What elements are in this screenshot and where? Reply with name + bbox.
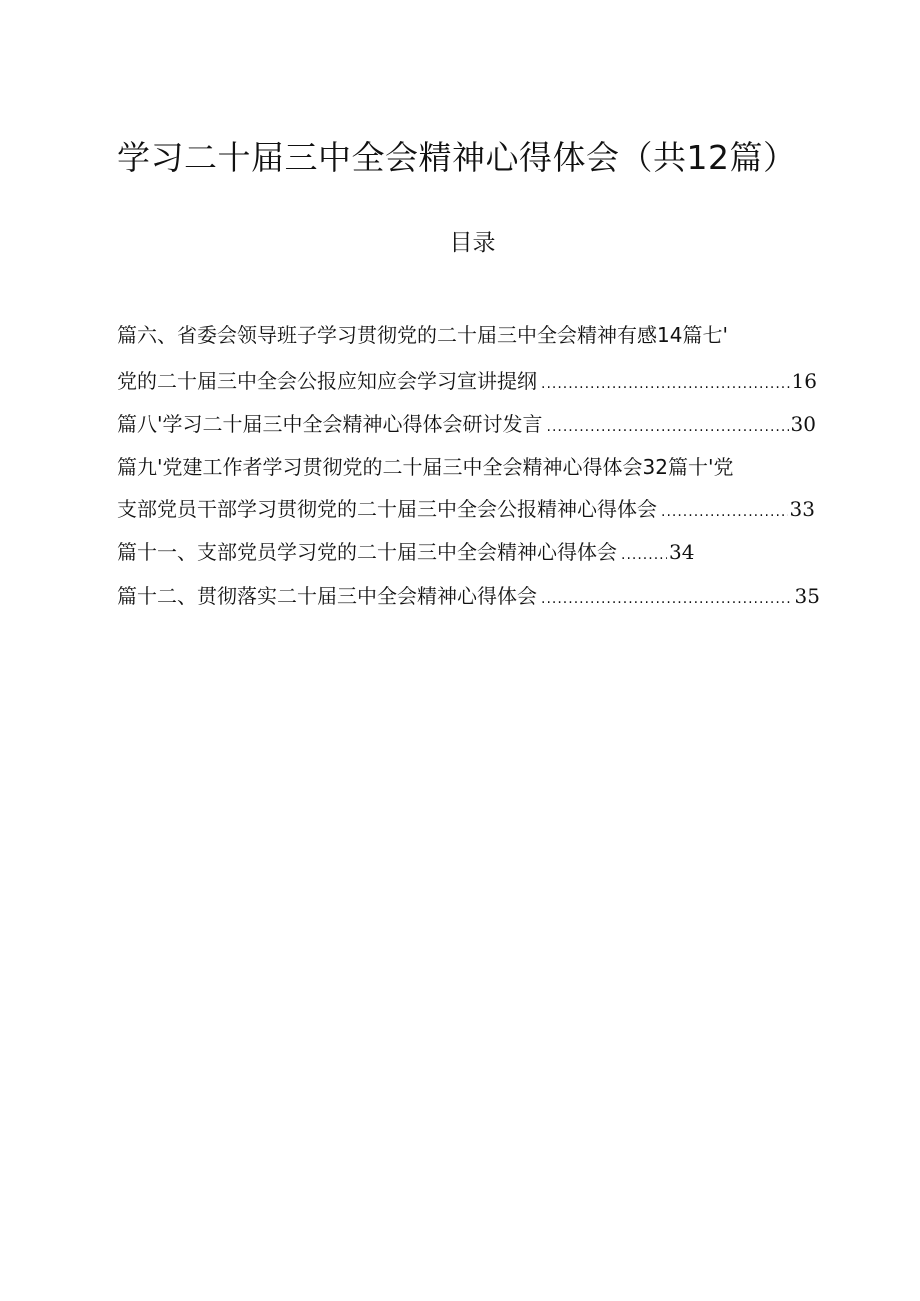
toc-line-text: 篇九'党建工作者学习贯彻党的二十届三中全会精神心得体会32篇十'党 bbox=[117, 455, 734, 479]
toc-line-text: 支部党员干部学习贯彻党的二十届三中全会公报精神心得体会 bbox=[117, 497, 657, 521]
toc-line-text: 篇十一、支部党员学习党的二十届三中全会精神心得体会 bbox=[117, 540, 617, 564]
toc-page-number: 30 bbox=[790, 412, 816, 436]
toc-line bbox=[117, 320, 837, 350]
toc-heading: 目录 bbox=[449, 230, 496, 256]
toc-line bbox=[117, 581, 820, 614]
toc-line-text: 篇六、省委会领导班子学习贯彻党的二十届三中全会精神有感14篇七' bbox=[117, 323, 728, 347]
toc-line bbox=[117, 366, 817, 399]
toc-leader-dots bbox=[541, 584, 793, 614]
toc-leader-dots bbox=[547, 412, 789, 442]
toc-leader-dots bbox=[661, 497, 788, 527]
toc-line bbox=[117, 494, 815, 527]
toc-line bbox=[117, 452, 837, 482]
document-title: 学习二十届三中全会精神心得体会（共12篇） bbox=[117, 138, 797, 177]
toc-page-number: 16 bbox=[791, 369, 817, 393]
toc-line bbox=[117, 537, 837, 570]
toc-line-text: 篇十二、贯彻落实二十届三中全会精神心得体会 bbox=[117, 584, 537, 608]
toc-page-number: 33 bbox=[789, 497, 815, 521]
toc-line-text: 党的二十届三中全会公报应知应会学习宣讲提纲 bbox=[117, 369, 537, 393]
toc-line bbox=[117, 409, 816, 442]
toc-leader-dots bbox=[541, 369, 790, 399]
toc-page-number: 34 bbox=[669, 540, 695, 564]
toc-leader-dots bbox=[621, 540, 667, 570]
toc-page-number: 35 bbox=[794, 584, 820, 608]
toc-line-text: 篇八'学习二十届三中全会精神心得体会研讨发言 bbox=[117, 412, 543, 436]
